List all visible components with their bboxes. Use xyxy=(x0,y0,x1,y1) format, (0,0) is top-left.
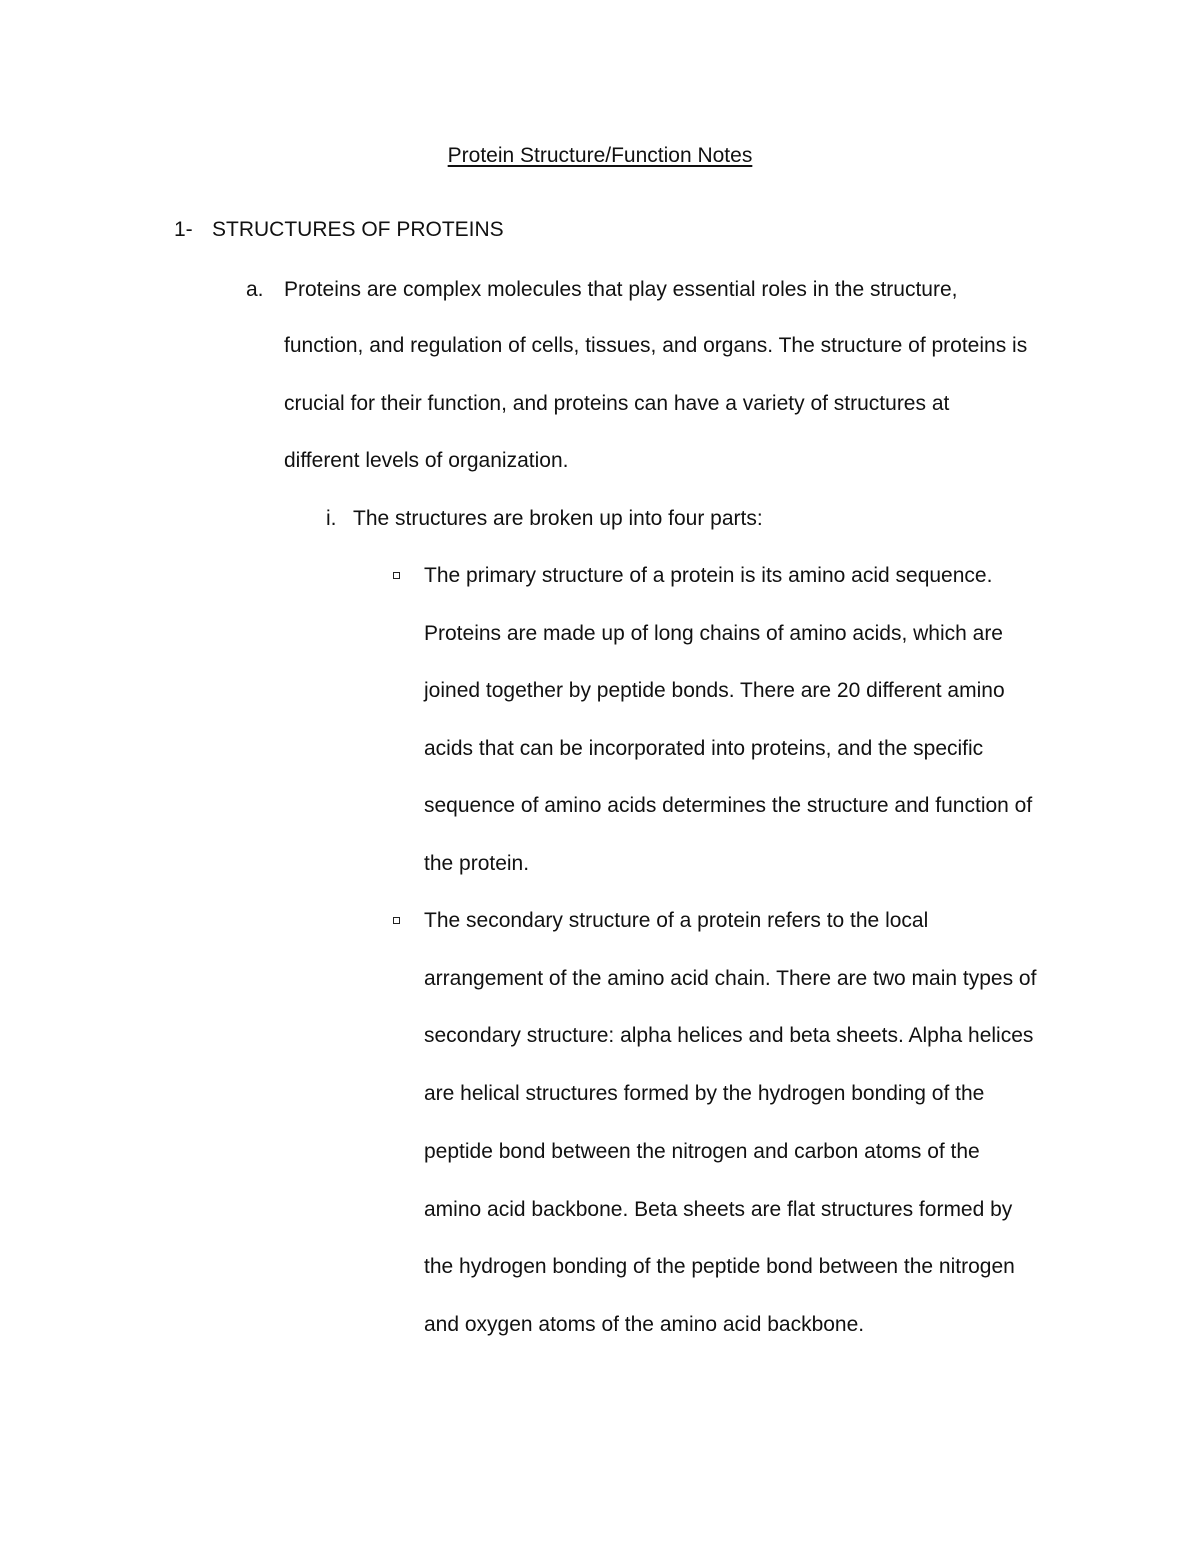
bullet-primary-line: acids that can be incorporated into proteins, and the specific xyxy=(424,737,984,760)
item-a-line: crucial for their function, and proteins can have a variety of structures at xyxy=(284,392,950,415)
bullet-secondary-line: arrangement of the amino acid chain. There are two main types of xyxy=(424,967,1037,990)
item-a-line: Proteins are complex molecules that play essential roles in the structure, xyxy=(284,278,958,301)
bullet-primary-line: joined together by peptide bonds. There are 20 different amino xyxy=(424,679,1005,702)
item-a-line: different levels of organization. xyxy=(284,449,569,472)
document-title: Protein Structure/Function Notes xyxy=(447,144,753,167)
square-bullet-icon xyxy=(393,572,400,579)
bullet-secondary-line: the hydrogen bonding of the peptide bond between the nitrogen xyxy=(424,1255,1015,1278)
bullet-secondary-line: and oxygen atoms of the amino acid backbone. xyxy=(424,1313,865,1336)
bullet-primary-line: The primary structure of a protein is its amino acid sequence. xyxy=(424,564,993,587)
item-a-marker: a. xyxy=(246,278,264,301)
item-i-marker: i. xyxy=(326,507,337,530)
bullet-secondary-line: peptide bond between the nitrogen and carbon atoms of the xyxy=(424,1140,980,1163)
bullet-secondary-line: The secondary structure of a protein refers to the local xyxy=(424,909,929,932)
item-i-text: The structures are broken up into four parts: xyxy=(353,507,763,530)
bullet-primary-line: the protein. xyxy=(424,852,530,875)
bullet-secondary-line: are helical structures formed by the hydrogen bonding of the xyxy=(424,1082,985,1105)
bullet-primary-line: Proteins are made up of long chains of amino acids, which are xyxy=(424,622,1003,645)
bullet-secondary-line: secondary structure: alpha helices and beta sheets. Alpha helices xyxy=(424,1024,1034,1047)
bullet-primary-line: sequence of amino acids determines the structure and function of xyxy=(424,794,1033,817)
section-heading: STRUCTURES OF PROTEINS xyxy=(212,218,504,241)
section-number: 1- xyxy=(174,218,193,241)
bullet-secondary-line: amino acid backbone. Beta sheets are flat structures formed by xyxy=(424,1198,1013,1221)
item-a-line: function, and regulation of cells, tissues, and organs. The structure of proteins is xyxy=(284,334,1028,357)
square-bullet-icon xyxy=(393,917,400,924)
